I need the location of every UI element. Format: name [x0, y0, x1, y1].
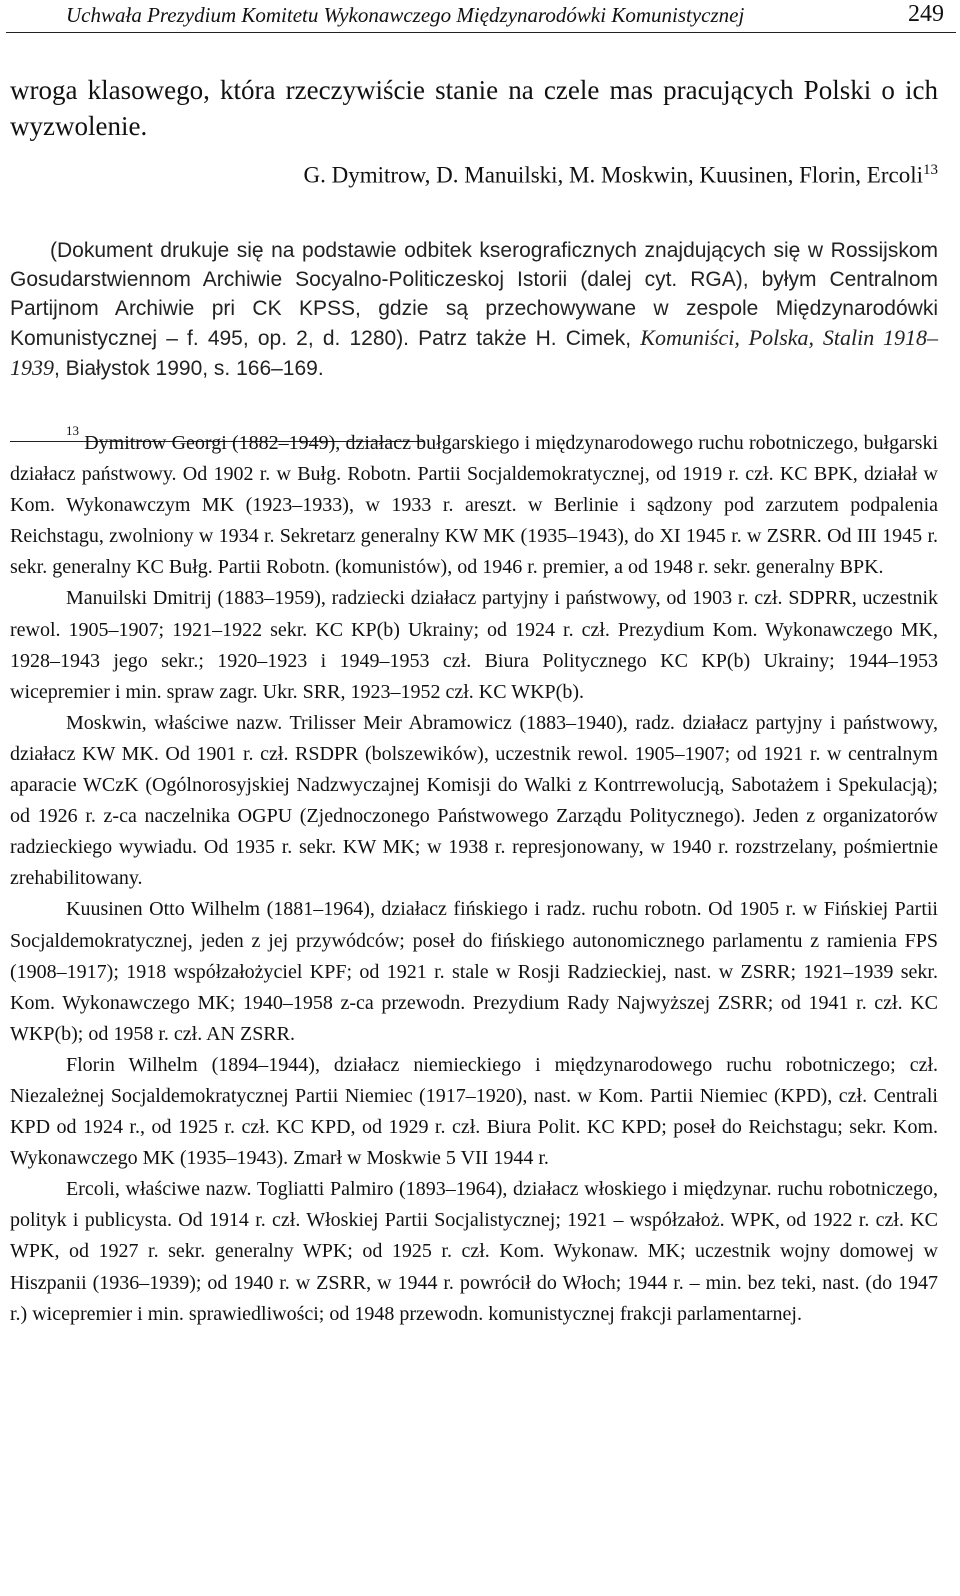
signatories: G. Dymitrow, D. Manuilski, M. Moskwin, Kuusinen, Florin, Ercoli — [303, 162, 923, 188]
source-paragraph — [10, 236, 938, 383]
footnote-ercoli: Ercoli, właściwe nazw. Togliatti Palmiro (1893–1964), działacz włoskiego i międzynar. ruchu robotniczego, polityk i publicysta. Od 1914 r. czł. Włoskiej Partii Socjalistycznej; 1921 – współzałoż. WPK, od 1922 r. czł. KC WPK, od 1927 r. sekr. generalny WPK; od 1925 r. czł. Kom. Wykonaw. MK; uczestnik wojny domowej w Hiszpanii (1936–1939); od 1940 r. w ZSRR, w 1944 r. powrócił do Włoch; 1944 r. – min. bez teki, nast. (do 1947 r.) wicepremier i min. sprawiedliwości; od 1948 przewodn. komunistycznej frakcji parlamentarnej. — [10, 1178, 938, 1325]
footnote-manuilski: Manuilski Dmitrij (1883–1959), radziecki działacz partyjny i państwowy, od 1903 r. czł. SDPRR, uczestnik rewol. 1905–1907; 1921–1922 sekr. KC KP(b) Ukrainy; od 1924 r. czł. Prezydium Kom. Wykonawczego MK, 1928–1943 jego sekr.; 1920–1923 i 1949–1953 czł. Biura Politycznego KC KP(b) Ukrainy; 1944–1953 wicepremier i min. spraw zagr. Ukr. SRR, 1923–1952 czł. KC WKP(b). — [10, 587, 938, 703]
signatories-line — [10, 152, 938, 194]
running-title: Uchwała Prezydium Komitetu Wykonawczego Międzynarodówki Komunistycznej — [66, 3, 745, 27]
footnote-kuusinen: Kuusinen Otto Wilhelm (1881–1964), działacz fińskiego i radz. ruchu robotn. Od 1905 r. w Fińskiej Partii Socjaldemokratycznej, jeden z jej przywódców; poseł do fińskiego autonomicznego parlamentu z ramienia FPS (1908–1917); 1918 współzałożyciel KPF; od 1921 r. stale w Rosji Radzieckiej, nast. w ZSRR; 1921–1939 sekr. Kom. Wykonawczego MK; 1940–1958 z-ca przewodn. Prezydium Rady Najwyższej ZSRR; od 1941 r. czł. KC WKP(b); od 1958 r. czł. AN ZSRR. — [10, 898, 938, 1045]
footnote-text: Dymitrow Georgi (1882–1949), działacz bułgarskiego i międzynarodowego ruchu robotniczego, bułgarski działacz państwowy. Od 1902 r. w Bułg. Robotn. Partii Socjaldemokratycznej, od 1919 r. czł. KC BPK, działał w Kom. Wykonawczym MK (1923–1933), w 1933 r. areszt. w Berlinie i sądzony pod zarzutem podpalenia Reichstagu, zwolniony w 1934 r. Sekretarz generalny KW MK (1935–1943), do XI 1945 r. w ZSRR. Od III 1945 r. sekr. generalny KC Bułg. Partii Robotn. (komunistów), od 1946 r. premier, a od 1948 r. sekr. generalny BPK. — [10, 432, 938, 579]
cited-title: Komuniści, Polska, Stalin 1918–1939 — [10, 325, 939, 380]
running-header — [6, 0, 956, 33]
source-text: (Dokument drukuje się na podstawie odbitek kserograficznych znajdujących się w Rossijskom Gosudarstwiennom Archiwie Socyalno-Politiczeskoj Istorii (dalej cyt. RGA), byłym Centralnom Partijnom Archiwie pri CK KPSS, gdzie są przechowywane w zespole Międzynarodówki Komunistycznej – f. 495, op. 2, d. 1280). Patrz także H. Cimek, — [10, 239, 938, 350]
footnote-dymitrow — [10, 423, 938, 583]
body-paragraph: wroga klasowego, która rzeczywiście stanie na czele mas pracujących Polski o ich wyzwolenie. — [10, 75, 938, 141]
source-text-end: , Białystok 1990, s. 166–169. — [54, 357, 324, 380]
page-number: 249 — [908, 1, 944, 27]
footnote-reference[interactable]: 13 — [923, 162, 938, 178]
footnote-florin: Florin Wilhelm (1894–1944), działacz niemieckiego i międzynarodowego ruchu robotniczego; czł. Niezależnej Socjaldemokratycznej Partii Niemiec (1917–1920), nast. w Kom. Partii Niemiec (KPD), czł. Centrali KPD od 1924 r., od 1925 r. czł. KC KPD, od 1929 r. czł. Biura Polit. KC KPD; poseł do Reichstagu; sekr. Kom. Wykonawczego MK (1935–1943). Zmarł w Moskwie 5 VII 1944 r. — [10, 1053, 938, 1170]
footnote-moskwin: Moskwin, właściwe nazw. Trilisser Meir Abramowicz (1883–1940), radz. działacz partyjny i państwowy, działacz KW MK. Od 1901 r. czł. RSDPR (bolszewików), uczestnik rewol. 1905–1907; od 1921 r. w centralnym aparacie WCzK (Ogólnorosyjskiej Nadzwyczajnej Komisji do Walki z Kontrrewolucją, Sabotażem i Spekulacją); od 1926 r. z-ca naczelnika OGPU (Zjednoczonego Państwowego Zarządu Politycznego). Jeden z organizatorów radzieckiego wywiadu. Od 1935 r. sekr. KW MK; w 1938 r. represjonowany, w 1940 r. rozstrzelany, pośmiertnie zrehabilitowany. — [10, 711, 938, 890]
footnotes — [10, 423, 938, 1330]
main-text — [10, 72, 938, 144]
source-note — [10, 236, 938, 383]
footnote-mark: 13 — [66, 423, 79, 438]
